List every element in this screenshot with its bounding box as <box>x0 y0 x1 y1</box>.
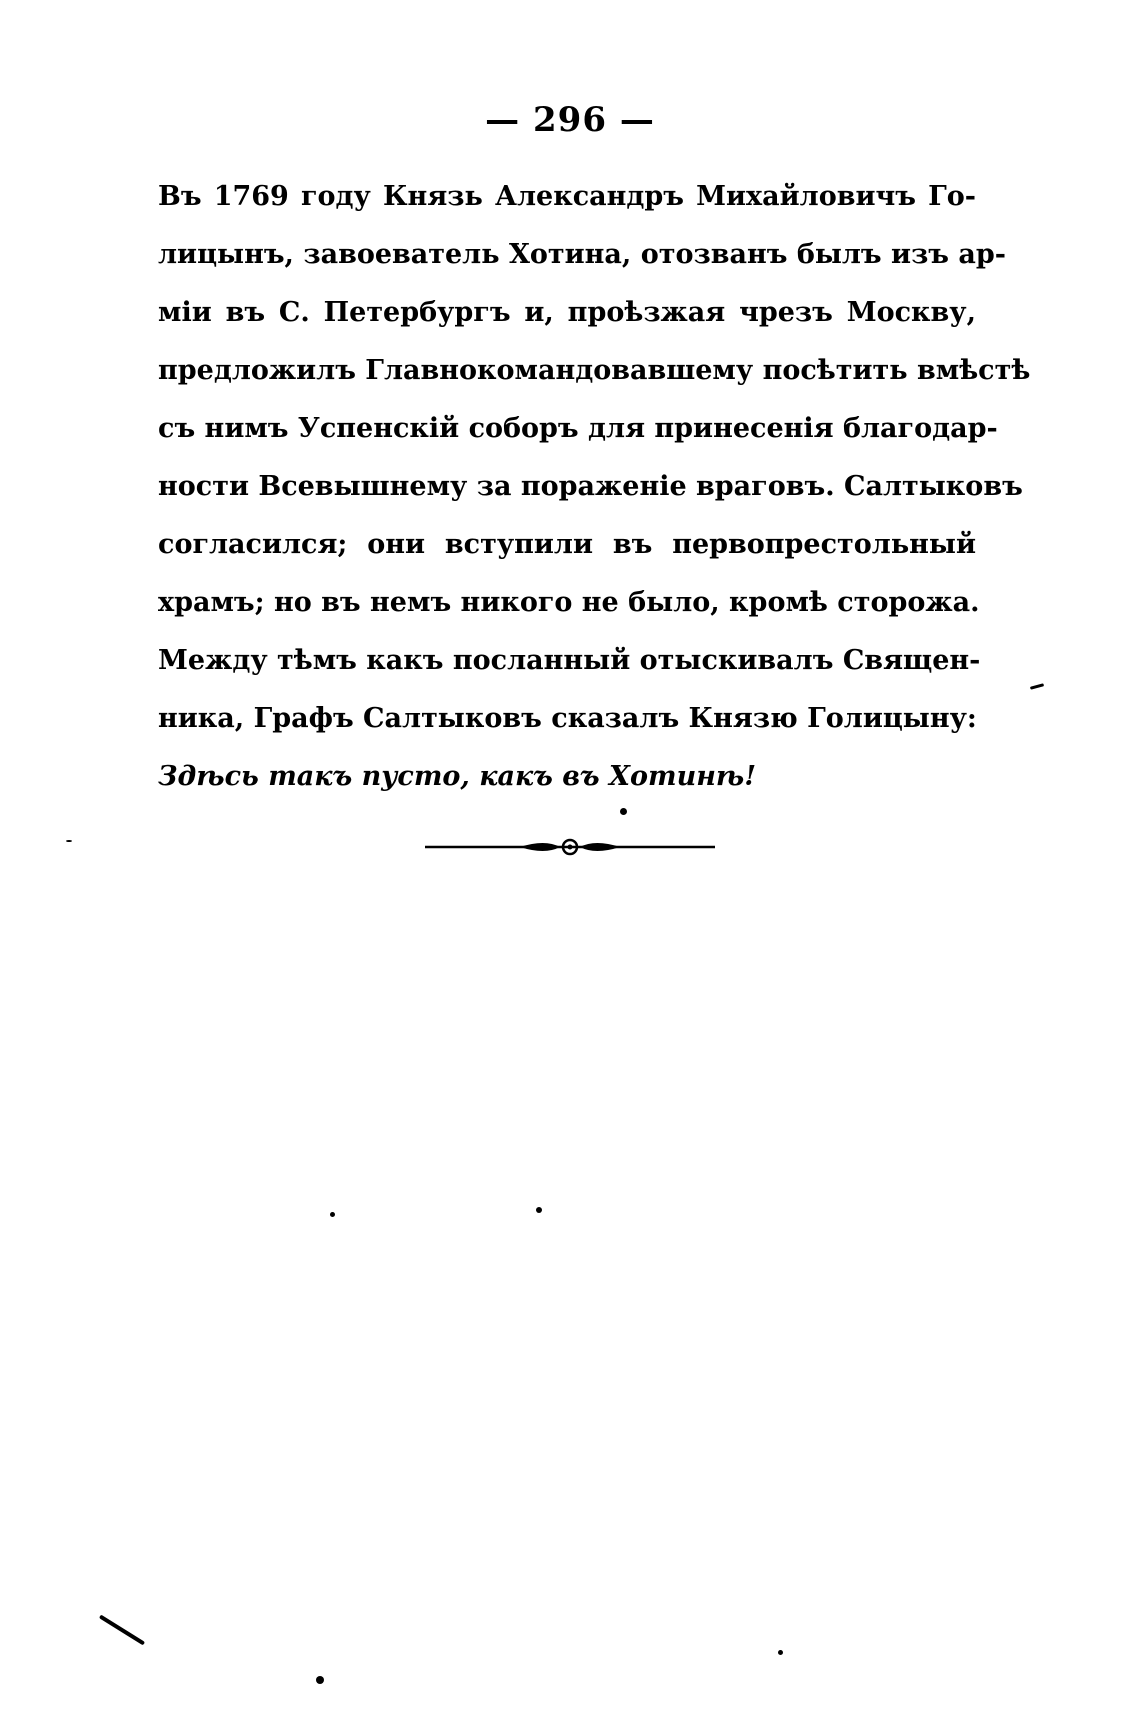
text-line: ника, Графъ Салтыковъ сказалъ Князю Голицыну: <box>158 703 977 734</box>
text-line: Въ 1769 году Князь Александръ Михайловичъ Го- <box>158 181 976 212</box>
text-line: ности Всевышнему за пораженіе враговъ. Салтыковъ <box>158 471 1023 502</box>
page-number: — 296 — <box>485 100 655 140</box>
text-line: Между тѣмъ какъ посланный отыскивалъ Священ- <box>158 645 981 676</box>
text-line: міи въ С. Петербургъ и, проѣзжая чрезъ Москву, <box>158 297 976 328</box>
text-line: согласился; они вступили въ первопрестольный <box>158 529 976 560</box>
text-line: предложилъ Главнокомандовавшему посѣтить вмѣстѣ <box>158 355 1031 386</box>
text-line: съ нимъ Успенскій соборъ для принесенія благодар- <box>158 413 998 444</box>
text-line: храмъ; но въ немъ никого не было, кромѣ сторожа. <box>158 587 980 618</box>
body-text <box>158 168 1031 806</box>
italic-quote-line: Здѣсь такъ пусто, какъ въ Хотинѣ! <box>158 761 757 792</box>
text-line: лицынъ, завоеватель Хотина, отозванъ былъ изъ ар- <box>158 239 1006 270</box>
ornamental-divider <box>425 835 715 859</box>
